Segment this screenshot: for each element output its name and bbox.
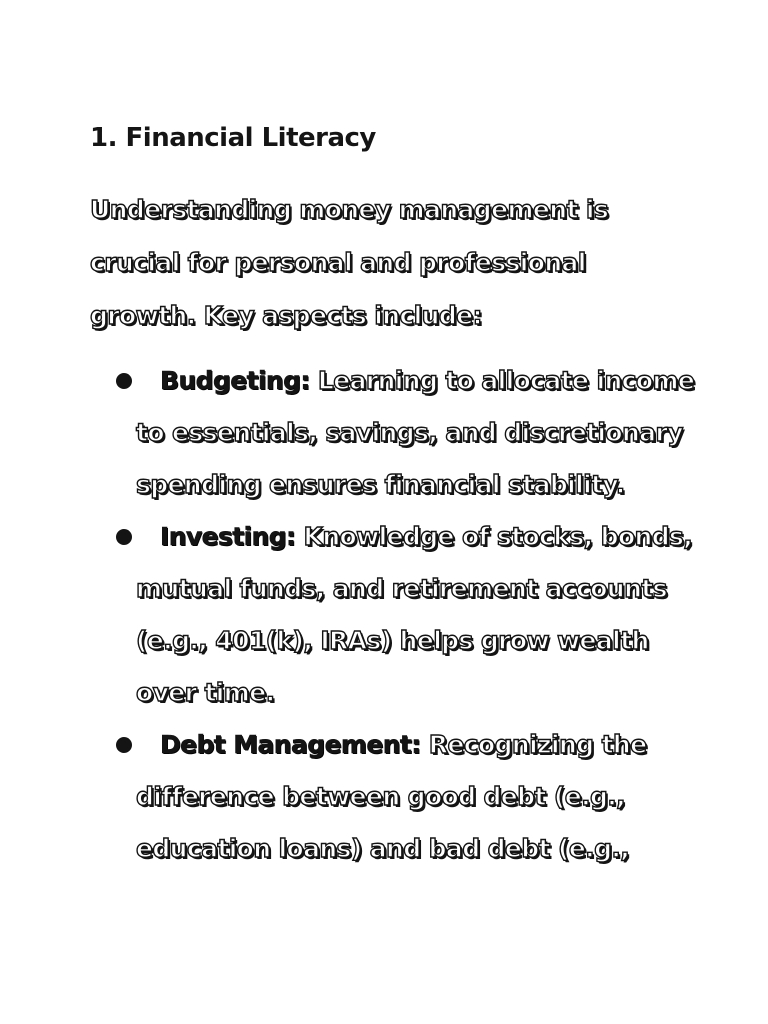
bullet-text: Recognizing the difference between good debt (e.g., education loans) and bad debt (e.g.,	[136, 730, 647, 863]
bullet-label: Budgeting:	[160, 366, 310, 395]
bullet-label: Investing:	[160, 522, 296, 551]
key-aspects-list	[0, 355, 768, 875]
bullet-dot-icon	[116, 737, 132, 753]
bullet-dot-icon	[116, 373, 132, 389]
intro-paragraph: Understanding money management is crucial for personal and professional growth. Key aspects include:	[90, 195, 609, 330]
bullet-dot-icon	[116, 529, 132, 545]
bullet-label: Debt Management:	[160, 730, 421, 759]
section-heading: 1. Financial Literacy	[90, 123, 376, 153]
bullet-text: Learning to allocate income to essentials, savings, and discretionary spending ensures financial stability.	[136, 366, 695, 499]
list-item-investing	[0, 511, 696, 719]
bullet-text: Knowledge of stocks, bonds, mutual funds, and retirement accounts (e.g., 401(k), IRAs) helps grow wealth over time.	[136, 522, 693, 707]
list-item-budgeting	[0, 355, 696, 511]
list-item-debt-management	[0, 719, 696, 875]
